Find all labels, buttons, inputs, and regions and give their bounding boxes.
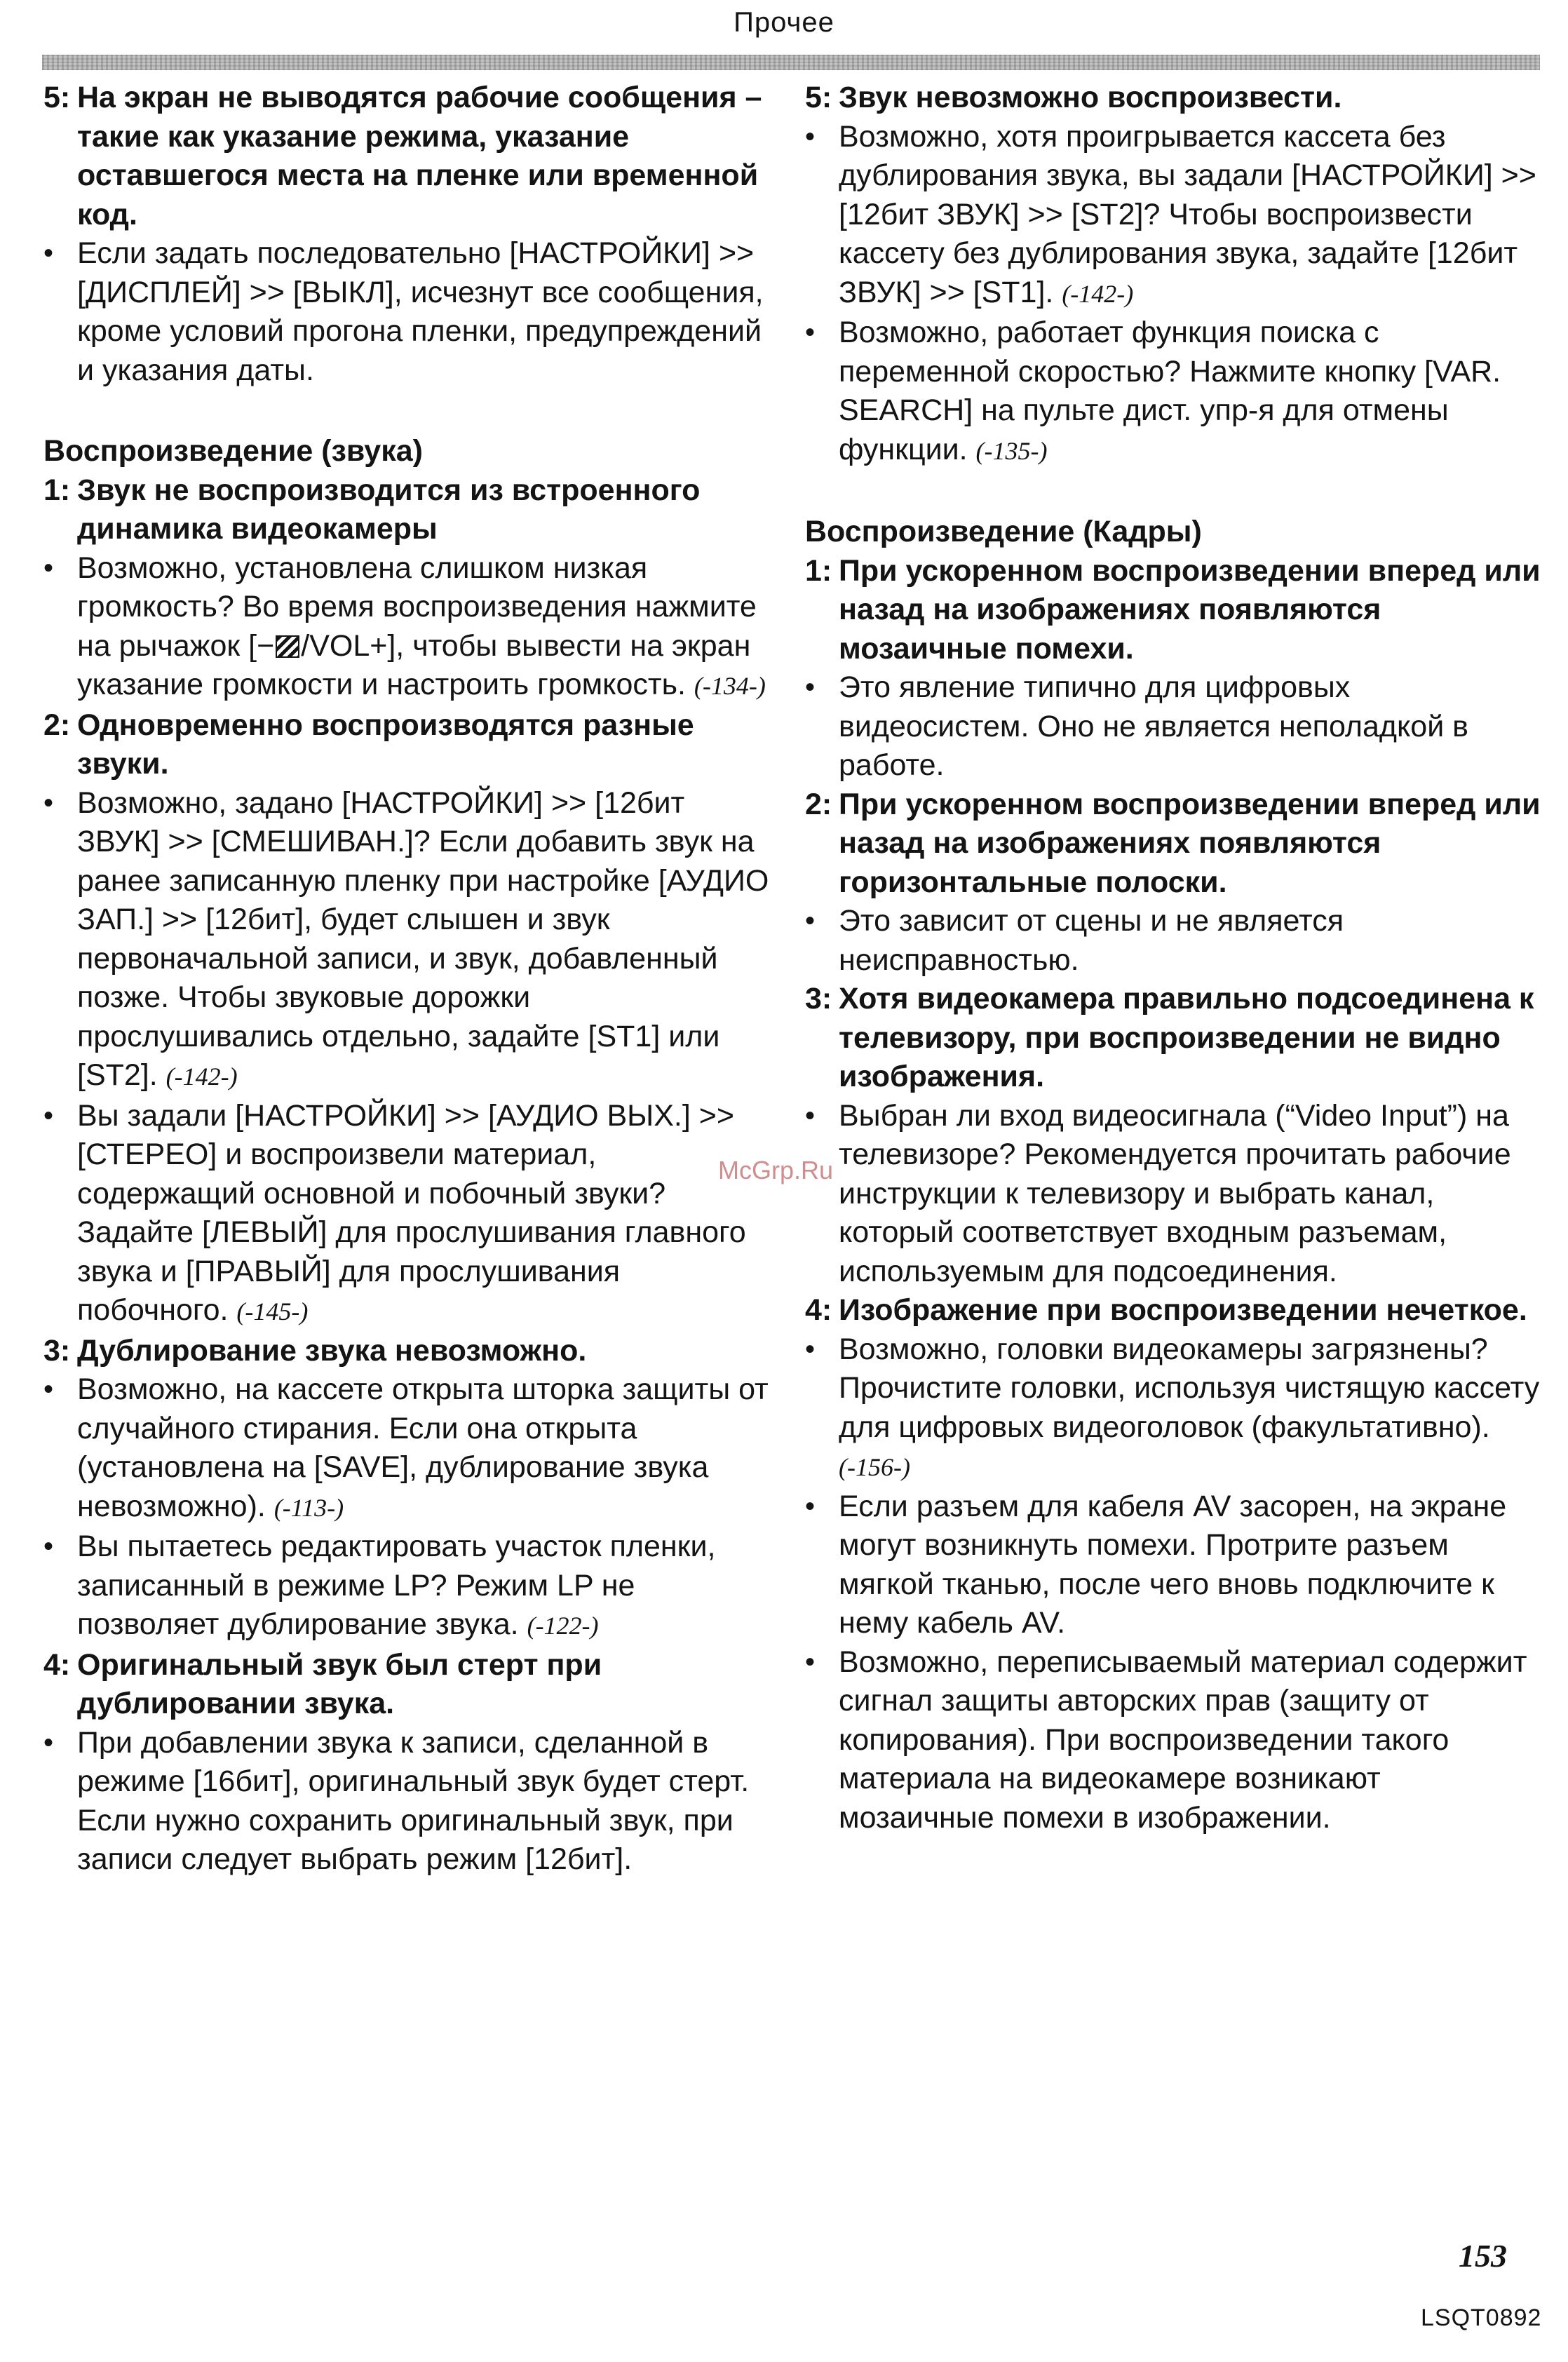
bullet-body: Возможно, головки видеокамеры загрязнены? Прочистите головки, используя чистящую кассету для цифровых видеоголовок (факультативно). (839, 1332, 1540, 1444)
page-number: 153 (1459, 2238, 1507, 2274)
bullet-icon: • (805, 121, 816, 152)
item-sound-4 (43, 1646, 773, 1724)
bullet (805, 1330, 1541, 1487)
page-section-title: Прочее (734, 7, 834, 38)
bullet (43, 1724, 773, 1880)
bullet-text (839, 1330, 1541, 1487)
bullet-text-post: /VOL+], чтобы вывести на экран указание громкости и настроить громкость. (77, 628, 751, 701)
item-title: Хотя видеокамера правильно подсоединена к телевизору, при воспроизведении не видно изображения. (839, 982, 1534, 1093)
page-reference: (-145-) (236, 1297, 309, 1325)
bullet-text (77, 1370, 773, 1527)
item-frames-2 (805, 785, 1541, 903)
section-heading-sound: Воспроизведение (звука) (43, 434, 423, 468)
bullet-body: Вы задали [НАСТРОЙКИ] >> [АУДИО ВЫХ.] >> [СТЕРЕО] и воспроизвели материал, содержащий основной и побочный звуки? Задайте [ЛЕВЫЙ] для прослушивания главного звука и [ПРАВЫЙ] для прослушивания побочного. (77, 1098, 746, 1327)
zoom-mosaic-icon (276, 635, 299, 658)
item-frames-3 (805, 980, 1541, 1097)
bullet (43, 1097, 773, 1332)
bullet-text (77, 784, 773, 1097)
bullet-icon: • (43, 1727, 54, 1758)
page-reference: (-142-) (165, 1062, 238, 1091)
page-reference: (-113-) (273, 1493, 344, 1522)
bullet-text (77, 549, 773, 706)
bullet (805, 118, 1541, 314)
item-sound-3 (43, 1332, 773, 1371)
bullet-icon: • (43, 1374, 54, 1405)
item-number: 5: (805, 81, 832, 114)
bullet-icon: • (43, 238, 54, 269)
item-frames-4 (805, 1291, 1541, 1330)
item-title: При ускоренном воспроизведении вперед или назад на изображениях появляются горизонтальные полоски. (839, 787, 1541, 899)
section-heading-frames: Воспроизведение (Кадры) (805, 515, 1202, 548)
bullet-text (77, 1527, 773, 1646)
item-sound-2 (43, 706, 773, 784)
bullet (43, 234, 773, 390)
bullet-text: Выбран ли вход видеосигнала (“Video Input”) на телевизоре? Рекомендуется прочитать рабочие инструкции к телевизору и выбрать канал, который соответствует входным разъемам, используемым для подсоединения. (839, 1098, 1511, 1288)
bullet-text: Это явление типично для цифровых видеосистем. Оно не является неполадкой в работе. (839, 670, 1469, 782)
header-divider (42, 55, 1540, 70)
item-number: 1: (43, 473, 71, 507)
bullet (805, 1643, 1541, 1838)
item-sound-5 (805, 79, 1541, 118)
bullet-text: Это зависит от сцены и не является неисправностью. (839, 904, 1344, 977)
bullet (43, 549, 773, 706)
item-title: При ускоренном воспроизведении вперед или назад на изображениях появляются мозаичные помехи. (839, 553, 1541, 666)
bullet-icon: • (43, 787, 54, 818)
bullet (43, 1370, 773, 1527)
bullet-icon: • (805, 672, 816, 703)
bullet-body: Возможно, работает функция поиска с переменной скоростью? Нажмите кнопку [VAR. SEARCH] на пульте дист. упр-я для отмены функции. (839, 316, 1501, 466)
bullet-text: Если разъем для кабеля AV засорен, на экране могут возникнуть помехи. Протрите разъем мягкой тканью, после чего вновь подключите к нему кабель AV. (839, 1489, 1507, 1640)
page-reference: (-156-) (839, 1453, 910, 1481)
bullet (43, 784, 773, 1097)
item-title: На экран не выводятся рабочие сообщения – такие как указание режима, указание оставшегося места на пленке или временной код. (77, 81, 762, 231)
bullet (805, 1097, 1541, 1292)
page-reference: (-135-) (975, 436, 1048, 465)
bullet-text: Возможно, переписываемый материал содержит сигнал защиты авторских прав (защиту от копирования). При воспроизведении такого материала на видеокамере возникают мозаичные помехи в изображении. (839, 1645, 1527, 1835)
bullet-icon: • (43, 552, 54, 583)
item-number: 2: (805, 787, 832, 821)
bullet-text: Если задать последовательно [НАСТРОЙКИ] >> [ДИСПЛЕЙ] >> [ВЫКЛ], исчезнут все сообщения, кроме условий прогона пленки, предупреждений и указания даты. (77, 236, 764, 387)
item-number: 3: (43, 1333, 71, 1368)
item-left-5 (43, 79, 773, 234)
bullet-icon: • (43, 1100, 54, 1131)
bullet-body: Возможно, на кассете открыта шторка защиты от случайного стирания. Если она открыта (установлена на [SAVE], дублирование звука невозможно). (77, 1372, 769, 1523)
item-number: 4: (43, 1647, 71, 1682)
item-number: 3: (805, 982, 832, 1015)
bullet-icon: • (805, 317, 816, 348)
item-title: Оригинальный звук был стерт при дублировании звука. (77, 1647, 602, 1720)
item-title: Звук невозможно воспроизвести. (839, 81, 1342, 114)
page-reference: (-122-) (527, 1612, 599, 1640)
left-column (43, 79, 773, 1880)
bullet-text (77, 1097, 773, 1332)
page-reference: (-134-) (694, 672, 766, 700)
bullet-icon: • (805, 1100, 816, 1131)
bullet (805, 668, 1541, 785)
bullet-icon: • (805, 1490, 816, 1522)
bullet (43, 1527, 773, 1646)
item-sound-1 (43, 471, 773, 549)
item-title: Изображение при воспроизведении нечеткое. (839, 1293, 1527, 1327)
item-number: 4: (805, 1293, 832, 1327)
bullet-text-pre: Возможно, установлена слишком низкая громкость? Во время воспроизведения нажмите на рычажок [− (77, 551, 757, 663)
item-number: 5: (43, 81, 71, 114)
bullet (805, 313, 1541, 471)
right-column (805, 79, 1541, 1837)
item-title: Дублирование звука невозможно. (77, 1333, 587, 1368)
bullet-icon: • (805, 905, 816, 936)
item-frames-1 (805, 552, 1541, 669)
bullet-icon: • (805, 1646, 816, 1678)
bullet-text: При добавлении звука к записи, сделанной в режиме [16бит], оригинальный звук будет стерт. Если нужно сохранить оригинальный звук, при записи следует выбрать режим [12бит]. (77, 1725, 750, 1876)
document-code: LSQT0892 (1421, 2304, 1542, 2331)
bullet-body: Вы пытаетесь редактировать участок пленки, записанный в режиме LP? Режим LP не позволяет дублирование звука. (77, 1530, 716, 1641)
page-reference: (-142-) (1062, 279, 1134, 308)
bullet-text (839, 118, 1541, 314)
bullet (805, 902, 1541, 980)
watermark: McGrp.Ru (718, 1156, 834, 1185)
item-title: Одновременно воспроизводятся разные звуки. (77, 708, 694, 781)
bullet-icon: • (43, 1531, 54, 1562)
bullet-icon: • (805, 1333, 816, 1365)
bullet-body: Возможно, задано [НАСТРОЙКИ] >> [12бит ЗВУК] >> [СМЕШИВАН.]? Если добавить звук на ранее записанную пленку при настройке [АУДИО ЗАП.] >> [12бит], будет слышен и звук первоначальной записи, и звук, добавленный позже. Чтобы звуковые дорожки прослушивались отдельно, задайте [ST1] или [ST2]. (77, 785, 769, 1092)
item-number: 2: (43, 708, 71, 742)
item-title: Звук не воспроизводится из встроенного динамика видеокамеры (77, 473, 701, 546)
bullet-text (839, 313, 1541, 471)
bullet (805, 1487, 1541, 1643)
item-number: 1: (805, 553, 832, 588)
bullet-body: Возможно, хотя проигрывается кассета без дублирования звука, вы задали [НАСТРОЙКИ] >> [12бит ЗВУК] >> [ST2]? Чтобы воспроизвести кассету без дублирования звука, задайте [12бит ЗВУК] >> [ST1]. (839, 119, 1536, 309)
